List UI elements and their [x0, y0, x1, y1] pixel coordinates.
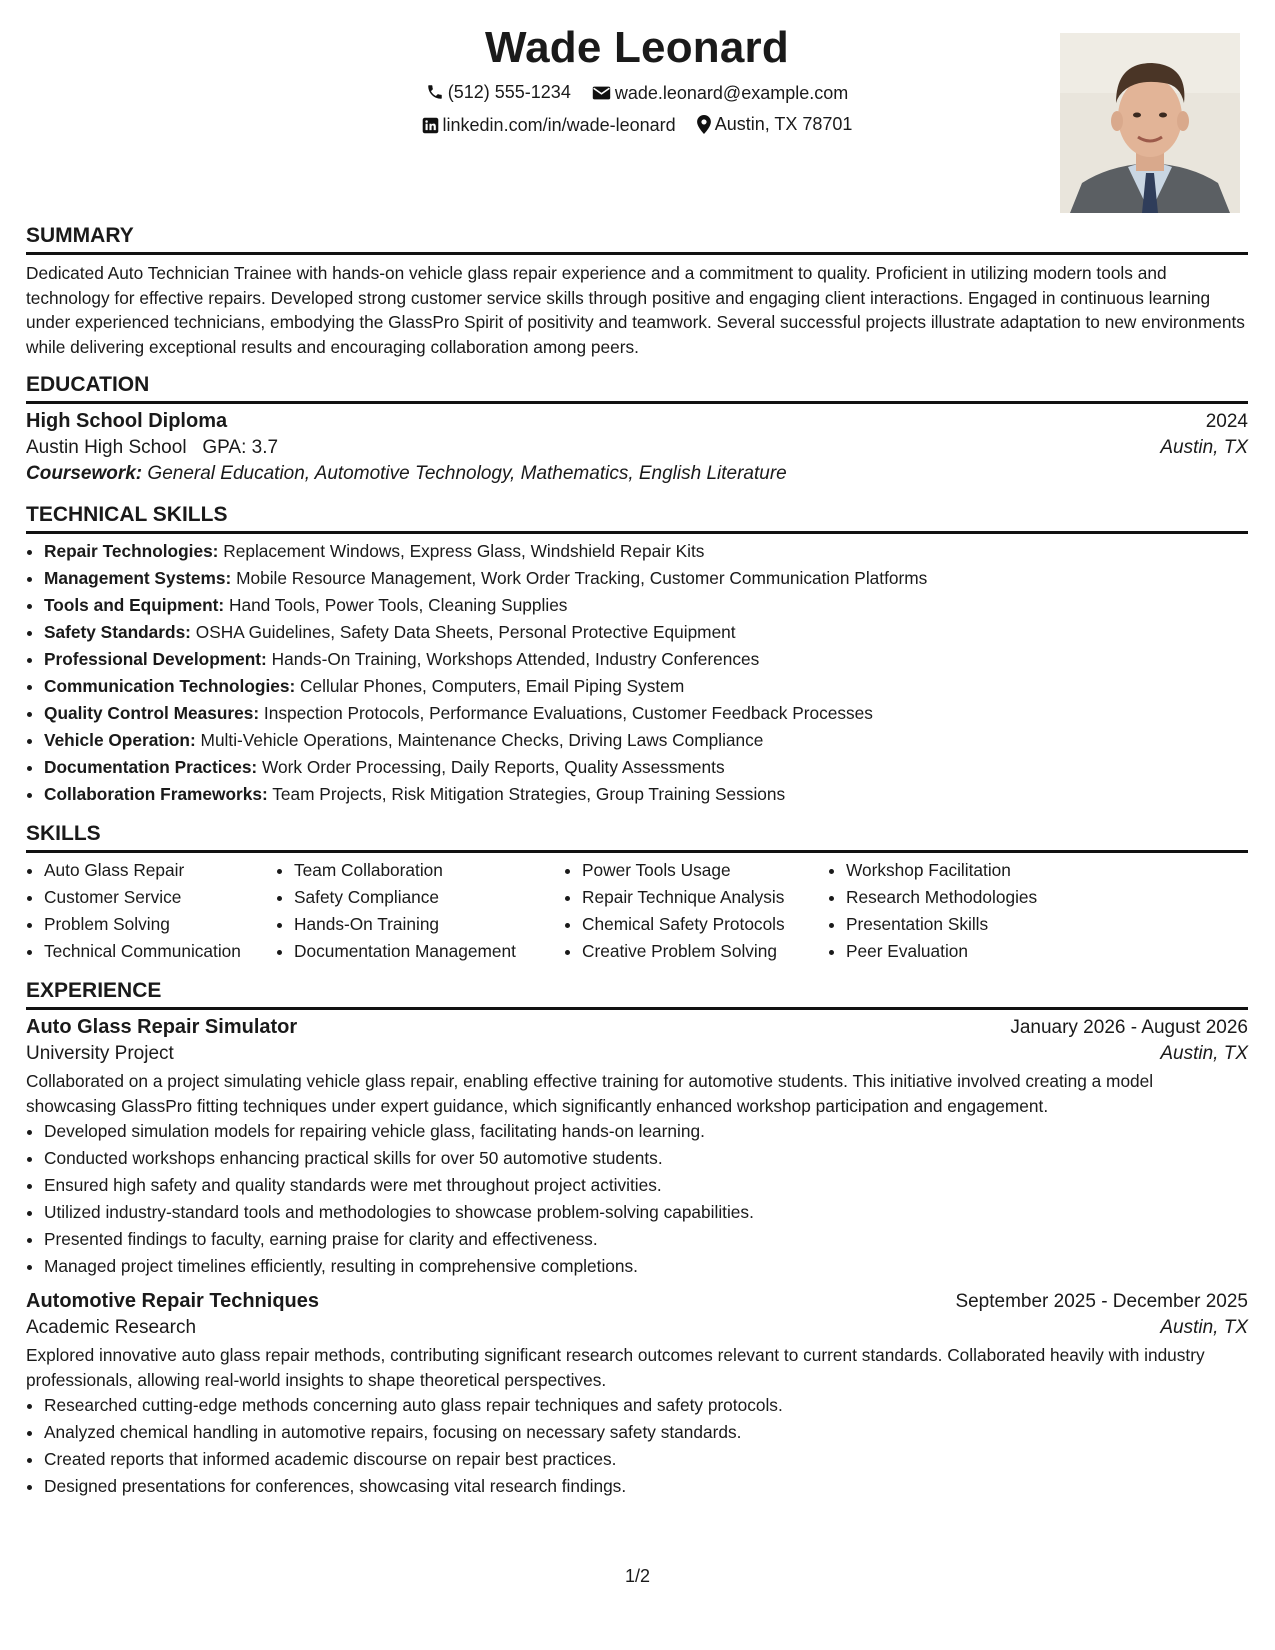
experience-header-row	[26, 1290, 1248, 1313]
list-item: • Managed project timelines efficiently, resulting in comprehensive completions.	[44, 1253, 1248, 1280]
technical-skills-section	[26, 501, 1248, 808]
list-item: • Safety Compliance	[294, 884, 564, 911]
summary-section	[26, 222, 1248, 359]
experience-title-text: Automotive Repair Techniques	[26, 1290, 320, 1312]
summary-title: SUMMARY	[26, 222, 1248, 255]
list-item: • Developed simulation models for repairing vehicle glass, facilitating hands-on learning.	[44, 1118, 1248, 1145]
experience-bullets	[26, 1118, 1248, 1280]
resume-page	[26, 0, 1248, 1500]
list-item: • Analyzed chemical handling in automotive repairs, focusing on necessary safety standards.	[44, 1419, 1248, 1446]
skills-column-2	[276, 857, 564, 965]
school-name: Austin High School	[26, 437, 187, 458]
experience-title: EXPERIENCE	[26, 977, 1248, 1010]
experience-org-row	[26, 1317, 1248, 1339]
skills-title: SKILLS	[26, 820, 1248, 853]
resume-header	[26, 0, 1248, 222]
skills-section	[26, 820, 1248, 965]
experience-dates: September 2025 - December 2025	[955, 1291, 1248, 1312]
education-year: 2024	[1205, 411, 1248, 432]
list-item: • Creative Problem Solving	[582, 938, 828, 965]
profile-photo	[1060, 33, 1240, 213]
skills-grid	[26, 857, 1248, 965]
list-item: • Collaboration Frameworks: Team Projects, Risk Mitigation Strategies, Group Training Sessions	[44, 781, 1248, 808]
experience-location: Austin, TX	[1160, 1317, 1248, 1338]
experience-section	[26, 977, 1248, 1500]
skills-column-1	[26, 857, 276, 965]
experience-dates: January 2026 - August 2026	[1010, 1017, 1248, 1038]
experience-bullets	[26, 1392, 1248, 1500]
list-item: • Problem Solving	[44, 911, 276, 938]
list-item: • Technical Communication	[44, 938, 276, 965]
list-item: • Repair Technique Analysis	[582, 884, 828, 911]
experience-title-text: Auto Glass Repair Simulator	[26, 1016, 298, 1038]
technical-skills-title: TECHNICAL SKILLS	[26, 501, 1248, 534]
experience-location: Austin, TX	[1160, 1043, 1248, 1064]
list-item: • Ensured high safety and quality standards were met throughout project activities.	[44, 1172, 1248, 1199]
education-title: EDUCATION	[26, 371, 1248, 404]
page-number: 1/2	[624, 1566, 651, 1586]
list-item: • Research Methodologies	[846, 884, 1146, 911]
summary-text: Dedicated Auto Technician Trainee with hands-on vehicle glass repair experience and a commitment to quality. Proficient in utilizing modern tools and technology for effective repairs. Developed strong customer service skills through positive and engaging client interactions. Engaged in continuous learning under experienced technicians, embodying the GlassPro Spirit of positivity and teamwork. Several successful projects illustrate adaptation to new environments while delivering exceptional results and encouraging collaboration among peers.	[26, 263, 1245, 357]
skills-column-4	[828, 857, 1146, 965]
list-item: • Created reports that informed academic discourse on repair best practices.	[44, 1446, 1248, 1473]
list-item: • Repair Technologies: Replacement Windows, Express Glass, Windshield Repair Kits	[44, 538, 1248, 565]
list-item: • Chemical Safety Protocols	[582, 911, 828, 938]
skills-column-3	[564, 857, 828, 965]
envelope-icon	[592, 85, 611, 101]
location-contact	[697, 111, 853, 137]
email-text: wade.leonard@example.com	[614, 83, 849, 103]
education-row-1	[26, 410, 1248, 433]
location-text: Austin, TX 78701	[714, 114, 853, 134]
experience-description: Explored innovative auto glass repair methods, contributing significant research outcomes relevant to current standards. Collaborated heavily with industry professionals, allowing real-world insights to shape theoretical perspectives.	[26, 1345, 1205, 1390]
list-item: • Hands-On Training	[294, 911, 564, 938]
list-item: • Communication Technologies: Cellular Phones, Computers, Email Piping System	[44, 673, 1248, 700]
experience-description: Collaborated on a project simulating vehicle glass repair, enabling effective training for automotive students. This initiative involved creating a model showcasing GlassPro fitting techniques under expert guidance, which significantly enhanced workshop participation and engagement.	[26, 1071, 1154, 1116]
candidate-name: Wade Leonard	[485, 23, 789, 72]
gpa: GPA: 3.7	[202, 437, 279, 458]
experience-entry	[26, 1290, 1248, 1500]
list-item: • Peer Evaluation	[846, 938, 1146, 965]
list-item: • Researched cutting-edge methods concerning auto glass repair techniques and safety protocols.	[44, 1392, 1248, 1419]
school-line	[26, 437, 278, 459]
list-item: • Tools and Equipment: Hand Tools, Power Tools, Cleaning Supplies	[44, 592, 1248, 619]
experience-header-row	[26, 1016, 1248, 1039]
list-item: • Presentation Skills	[846, 911, 1146, 938]
list-item: • Team Collaboration	[294, 857, 564, 884]
experience-org-row	[26, 1043, 1248, 1065]
experience-org: Academic Research	[26, 1317, 197, 1338]
list-item: • Customer Service	[44, 884, 276, 911]
degree: High School Diploma	[26, 410, 228, 432]
coursework-label: Coursework:	[26, 463, 143, 484]
list-item: • Designed presentations for conferences, showcasing vital research findings.	[44, 1473, 1248, 1500]
list-item: • Professional Development: Hands-On Training, Workshops Attended, Industry Conferences	[44, 646, 1248, 673]
map-pin-icon	[697, 115, 711, 134]
list-item: • Vehicle Operation: Multi-Vehicle Operations, Maintenance Checks, Driving Laws Compliance	[44, 727, 1248, 754]
list-item: • Presented findings to faculty, earning praise for clarity and effectiveness.	[44, 1226, 1248, 1253]
experience-entry	[26, 1016, 1248, 1280]
list-item: • Workshop Facilitation	[846, 857, 1146, 884]
email-contact[interactable]	[592, 80, 848, 106]
phone-icon	[426, 83, 444, 101]
linkedin-icon	[422, 117, 439, 134]
linkedin-contact[interactable]	[422, 112, 676, 138]
coursework-list: General Education, Automotive Technology, Mathematics, English Literature	[147, 463, 787, 484]
list-item: • Auto Glass Repair	[44, 857, 276, 884]
education-row-2	[26, 437, 1248, 459]
list-item: • Documentation Management	[294, 938, 564, 965]
technical-skills-list	[26, 538, 1248, 808]
list-item: • Conducted workshops enhancing practical skills for over 50 automotive students.	[44, 1145, 1248, 1172]
list-item: • Management Systems: Mobile Resource Management, Work Order Tracking, Customer Communication Platforms	[44, 565, 1248, 592]
education-location: Austin, TX	[1160, 437, 1248, 458]
list-item: • Safety Standards: OSHA Guidelines, Safety Data Sheets, Personal Protective Equipment	[44, 619, 1248, 646]
list-item: • Power Tools Usage	[582, 857, 828, 884]
experience-org: University Project	[26, 1043, 174, 1064]
phone-contact[interactable]	[426, 79, 571, 105]
phone-text: (512) 555-1234	[447, 82, 571, 102]
list-item: • Documentation Practices: Work Order Processing, Daily Reports, Quality Assessments	[44, 754, 1248, 781]
list-item: • Utilized industry-standard tools and methodologies to showcase problem-solving capabilities.	[44, 1199, 1248, 1226]
linkedin-text: linkedin.com/in/wade-leonard	[442, 115, 676, 135]
coursework-line	[26, 463, 1248, 485]
list-item: • Quality Control Measures: Inspection Protocols, Performance Evaluations, Customer Feedback Processes	[44, 700, 1248, 727]
education-section	[26, 371, 1248, 485]
